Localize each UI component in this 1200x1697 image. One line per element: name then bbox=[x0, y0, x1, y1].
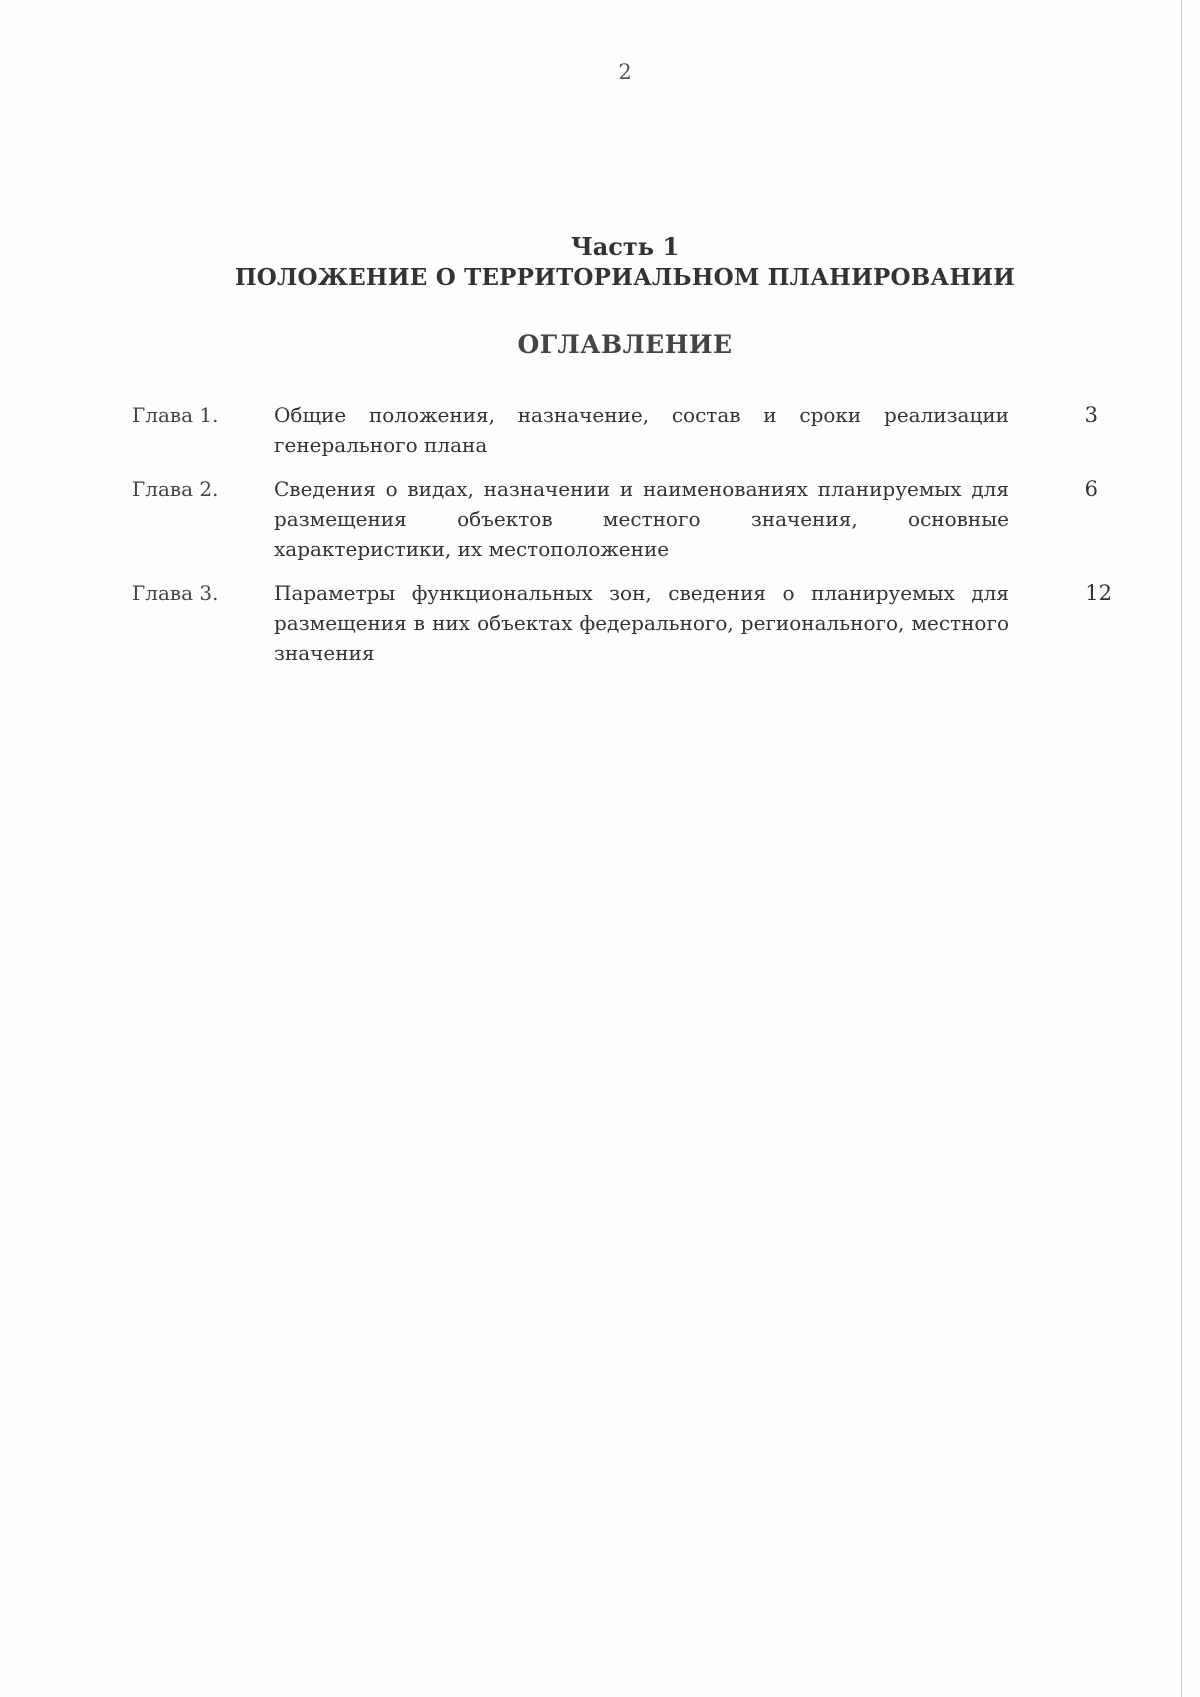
part-title: ПОЛОЖЕНИЕ О ТЕРРИТОРИАЛЬНОМ ПЛАНИРОВАНИИ bbox=[234, 264, 1016, 291]
toc-chapter-label: Глава 2. bbox=[132, 477, 219, 501]
toc-page-number: 6 bbox=[1084, 477, 1098, 501]
toc-entry-chapter-2 bbox=[132, 474, 1112, 564]
toc-chapter-label: Глава 1. bbox=[132, 403, 219, 427]
toc-chapter-title: Общие положения, назначение, состав и сроки реализации генерального плана bbox=[274, 403, 1009, 457]
toc-chapter-label: Глава 3. bbox=[132, 581, 219, 605]
part-label: Часть 1 bbox=[570, 232, 680, 261]
toc-chapter-title: Сведения о видах, назначении и наименованиях планируемых для размещения объектов местного значения, основные характеристики, их местоположение bbox=[274, 477, 1009, 561]
table-of-contents bbox=[132, 400, 1112, 682]
toc-page-number: 3 bbox=[1084, 403, 1098, 427]
page-number: 2 bbox=[618, 60, 632, 84]
toc-page-number: 12 bbox=[1085, 581, 1112, 605]
toc-chapter-title: Параметры функциональных зон, сведения о планируемых для размещения в них объектах федерального, регионального, местного значения bbox=[274, 581, 1009, 665]
toc-heading: ОГЛАВЛЕНИЕ bbox=[517, 330, 733, 359]
toc-entry-chapter-3 bbox=[132, 578, 1112, 668]
toc-entry-chapter-1 bbox=[132, 400, 1112, 460]
